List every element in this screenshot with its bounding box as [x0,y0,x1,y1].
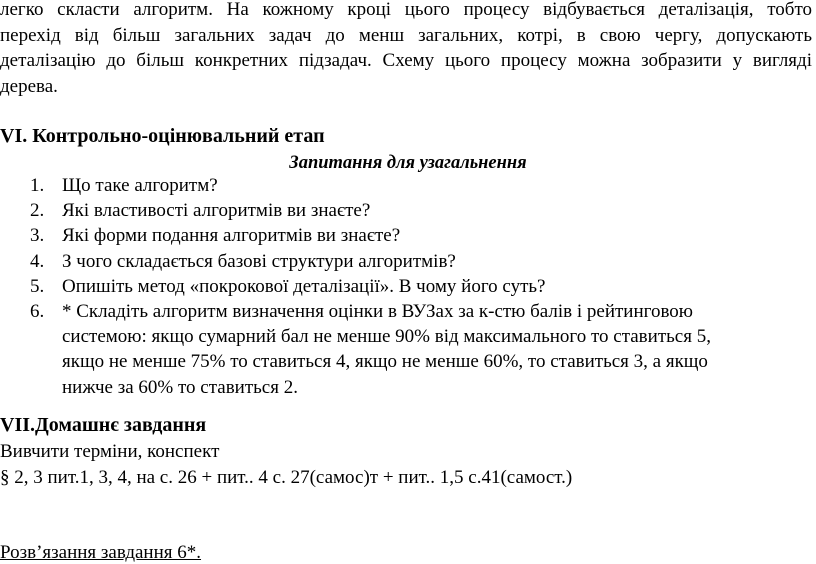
question-item [0,249,816,274]
question-number: 2. [30,200,45,222]
question-number: 3. [30,225,45,247]
solution-heading: Розв’язання завдання 6*. [0,542,202,563]
intro-line: деталізацію до більш конкретних підзадач. Схему цього процесу можна зобразити у вигляді [0,50,812,71]
question-text-line: * Складіть алгоритм визначення оцінки в ВУЗах за к-стю балів і рейтинговою [62,301,693,323]
intro-line: перехід від більш загальних задач до менш загальних, котрі, в свою чергу, допускають [0,24,812,46]
question-number: 5. [30,275,45,297]
intro-line: дерева. [0,75,58,97]
intro-line: легко скласти алгоритм. На кожному кроці цього процесу відбувається деталізація, тобто [0,0,812,20]
homework-line-2: § 2, 3 пит.1, 3, 4, на с. 26 + пит.. 4 с. 27(самос)т + пит.. 1,5 с.41(самост.) [0,467,573,488]
question-text: З чого складається базові структури алгоритмів? [62,250,456,272]
homework-line-1: Вивчити терміни, конспект [0,441,220,462]
question-text-line: системою: якщо сумарний бал не менше 90% від максимального то ставиться 5, [62,326,711,348]
question-text: Опишіть метод «покрокової деталізації». В чому його суть? [62,275,546,297]
intro-paragraph [0,0,812,99]
question-number: 6. [30,301,45,323]
question-item [0,274,816,299]
question-text: Які форми подання алгоритмів ви знаєте? [62,225,401,247]
section-7-heading: VII.Домашнє завдання [0,414,207,436]
question-text: Що таке алгоритм? [62,175,218,196]
question-number: 1. [30,175,45,196]
questions-subtitle: Запитання для узагальнення [289,153,527,173]
section-6-heading: VI. Контрольно-оцінювальний етап [0,125,325,147]
question-item [0,173,816,198]
question-text-line: нижче за 60% то ставиться 2. [62,376,298,398]
question-text-line: якщо не менше 75% то ставиться 4, якщо не менше 60%, то ставиться 3, а якщо [62,351,708,373]
question-item [0,198,816,223]
question-number: 4. [30,250,45,272]
questions-list [0,173,816,400]
question-item [0,223,816,248]
question-item [0,299,816,400]
question-text: Які властивості алгоритмів ви знаєте? [62,200,371,222]
